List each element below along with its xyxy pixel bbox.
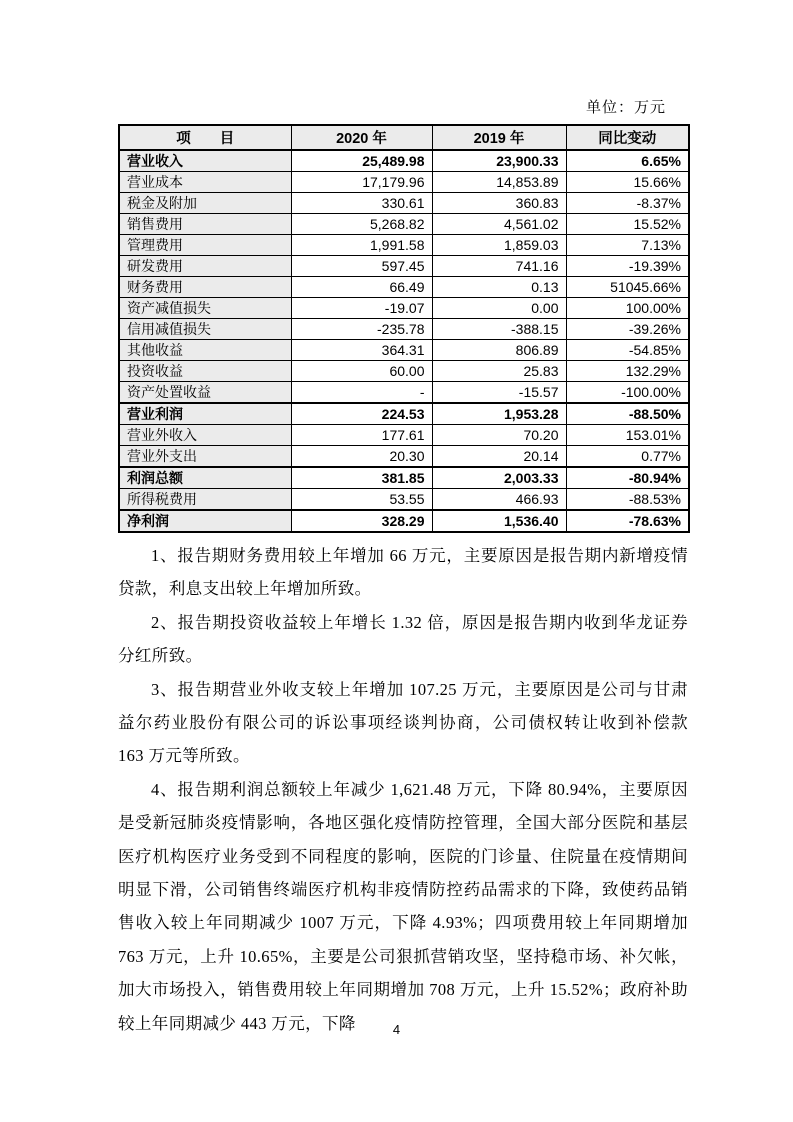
table-row [119, 340, 689, 361]
table-row [119, 172, 689, 193]
table-cell-label: 净利润 [119, 510, 291, 532]
table-cell-y2020: 364.31 [291, 340, 432, 361]
table-row [119, 510, 689, 532]
table-cell-y2020: 66.49 [291, 277, 432, 298]
table-row [119, 277, 689, 298]
financial-table [118, 124, 690, 533]
table-cell-y2019: 806.89 [432, 340, 566, 361]
table-row [119, 235, 689, 256]
body-paragraph: 4、报告期利润总额较上年减少 1,621.48 万元，下降 80.94%，主要原因是受新冠肺炎疫情影响，各地区强化疫情防控管理，全国大部分医院和基层医疗机构医疗业务受到不同程度的影响，医院的门诊量、住院量在疫情期间明显下滑，公司销售终端医疗机构非疫情防控药品需求的下降，致使药品销售收入较上年同期减少 1007 万元，下降 4.93%；四项费用较上年同期增加 763 万元，上升 10.65%，主要是公司狠抓营销攻坚，坚持稳市场、补欠帐，加大市场投入，销售费用较上年同期增加 708 万元，上升 15.52%；政府补助较上年同期减少 443 万元，下降 [118, 779, 688, 1033]
table-cell-y2019: 23,900.33 [432, 150, 566, 172]
table-row [119, 403, 689, 425]
table-cell-y2019: 25.83 [432, 361, 566, 382]
table-cell-change: -78.63% [566, 510, 689, 532]
table-cell-y2019: 1,536.40 [432, 510, 566, 532]
table-cell-label: 税金及附加 [119, 193, 291, 214]
table-cell-change: -88.50% [566, 403, 689, 425]
table-cell-y2019: 1,953.28 [432, 403, 566, 425]
table-cell-y2020: 53.55 [291, 489, 432, 511]
table-cell-y2019: 0.00 [432, 298, 566, 319]
table-body [119, 150, 689, 532]
table-cell-change: 15.52% [566, 214, 689, 235]
table-cell-change: 15.66% [566, 172, 689, 193]
table-row [119, 425, 689, 446]
page-number: 4 [392, 1022, 401, 1037]
table-cell-y2019: -15.57 [432, 382, 566, 404]
table-cell-change: -19.39% [566, 256, 689, 277]
table-cell-label: 资产减值损失 [119, 298, 291, 319]
table-header-row [119, 125, 689, 150]
table-cell-y2020: 20.30 [291, 446, 432, 468]
table-row [119, 193, 689, 214]
table-cell-label: 营业外支出 [119, 446, 291, 468]
table-cell-y2019: 741.16 [432, 256, 566, 277]
table-cell-y2019: 14,853.89 [432, 172, 566, 193]
table-cell-label: 其他收益 [119, 340, 291, 361]
table-cell-y2020: -19.07 [291, 298, 432, 319]
table-cell-label: 研发费用 [119, 256, 291, 277]
table-row [119, 467, 689, 489]
body-paragraph: 2、报告期投资收益较上年增长 1.32 倍，原因是报告期内收到华龙证券分红所致。 [118, 612, 688, 666]
table-cell-label: 财务费用 [119, 277, 291, 298]
table-cell-y2020: 328.29 [291, 510, 432, 532]
table-cell-y2020: - [291, 382, 432, 404]
table-cell-label: 所得税费用 [119, 489, 291, 511]
table-cell-y2019: 4,561.02 [432, 214, 566, 235]
table-cell-change: 100.00% [566, 298, 689, 319]
table-cell-label: 营业成本 [119, 172, 291, 193]
table-cell-y2020: 177.61 [291, 425, 432, 446]
table-cell-y2019: -388.15 [432, 319, 566, 340]
table-cell-change: -80.94% [566, 467, 689, 489]
table-row [119, 446, 689, 468]
table-cell-y2020: 25,489.98 [291, 150, 432, 172]
table-cell-change: 153.01% [566, 425, 689, 446]
table-cell-label: 销售费用 [119, 214, 291, 235]
table-cell-label: 资产处置收益 [119, 382, 291, 404]
table-row [119, 214, 689, 235]
table-cell-label: 营业外收入 [119, 425, 291, 446]
table-cell-label: 营业利润 [119, 403, 291, 425]
table-cell-y2019: 20.14 [432, 446, 566, 468]
table-cell-change: 7.13% [566, 235, 689, 256]
table-cell-label: 信用减值损失 [119, 319, 291, 340]
table-row [119, 256, 689, 277]
body-paragraph: 3、报告期营业外收支较上年增加 107.25 万元，主要原因是公司与甘肃益尔药业股份有限公司的诉讼事项经谈判协商，公司债权转让收到补偿款 163 万元等所致。 [118, 679, 688, 766]
table-cell-y2020: 60.00 [291, 361, 432, 382]
table-cell-y2019: 1,859.03 [432, 235, 566, 256]
col-header-2019: 2019 年 [432, 125, 566, 150]
unit-label: 单位：万元 [585, 100, 666, 116]
table-cell-y2020: 1,991.58 [291, 235, 432, 256]
table-row [119, 489, 689, 511]
table-row [119, 361, 689, 382]
table-cell-change: -8.37% [566, 193, 689, 214]
table-row [119, 382, 689, 404]
table-cell-change: -88.53% [566, 489, 689, 511]
table-cell-y2020: 5,268.82 [291, 214, 432, 235]
table-cell-change: -54.85% [566, 340, 689, 361]
table-cell-y2020: 597.45 [291, 256, 432, 277]
table-row [119, 319, 689, 340]
table-cell-change: -39.26% [566, 319, 689, 340]
table-cell-change: 132.29% [566, 361, 689, 382]
table-cell-y2020: 17,179.96 [291, 172, 432, 193]
table-cell-change: 51045.66% [566, 277, 689, 298]
body-paragraph: 1、报告期财务费用较上年增加 66 万元，主要原因是报告期内新增疫情贷款，利息支出较上年增加所致。 [118, 546, 688, 599]
col-header-item: 项 目 [119, 125, 291, 150]
table-cell-y2020: 330.61 [291, 193, 432, 214]
table-cell-label: 利润总额 [119, 467, 291, 489]
table-cell-change: 0.77% [566, 446, 689, 468]
table-cell-y2019: 2,003.33 [432, 467, 566, 489]
col-header-change: 同比变动 [566, 125, 689, 150]
table-cell-y2019: 466.93 [432, 489, 566, 511]
table-cell-change: -100.00% [566, 382, 689, 404]
table-cell-y2019: 70.20 [432, 425, 566, 446]
table-cell-change: 6.65% [566, 150, 689, 172]
table-cell-label: 管理费用 [119, 235, 291, 256]
table-cell-label: 营业收入 [119, 150, 291, 172]
table-cell-label: 投资收益 [119, 361, 291, 382]
table-cell-y2019: 0.13 [432, 277, 566, 298]
table-cell-y2019: 360.83 [432, 193, 566, 214]
table-cell-y2020: 224.53 [291, 403, 432, 425]
table-cell-y2020: 381.85 [291, 467, 432, 489]
table-row [119, 298, 689, 319]
table-cell-y2020: -235.78 [291, 319, 432, 340]
table-row [119, 150, 689, 172]
page-content [118, 0, 688, 1040]
paragraphs [118, 539, 688, 1040]
col-header-2020: 2020 年 [291, 125, 432, 150]
